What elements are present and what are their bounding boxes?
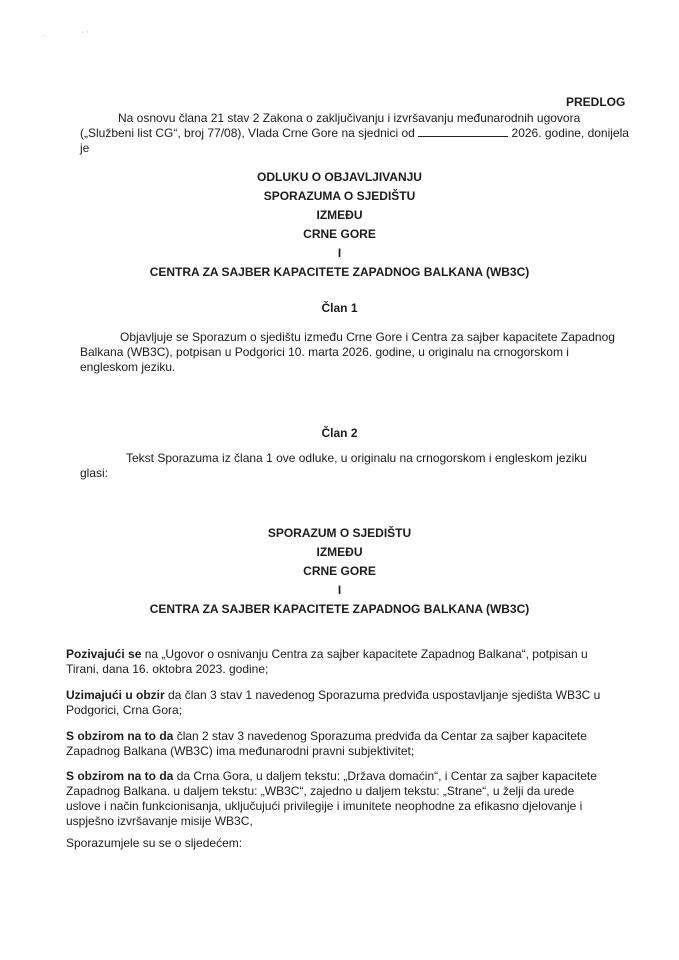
decision-title-line-3: IZMEĐU	[316, 208, 363, 222]
decision-title	[0, 168, 679, 282]
recital-2-text: da član 3 stav 1 navedenog Sporazuma predviđa uspostavljanje sjedišta WB3C u	[168, 688, 601, 702]
recital-2-line-1	[66, 688, 640, 703]
recital-3-text: član 2 stav 3 navedenog Sporazuma predviđa da Centar za sajber kapacitete	[176, 729, 587, 743]
proposal-label: PREDLOG	[566, 95, 626, 109]
recital-4-line-4: uspješno izvršavanje misije WB3C,	[66, 814, 253, 828]
recital-3-line-1	[66, 729, 640, 744]
scan-mark-right: ' ʼ	[82, 30, 89, 40]
preamble-line-2	[80, 126, 640, 141]
recital-4-line-1	[66, 769, 640, 784]
recital-1-text: na „Ugovor o osnivanju Centra za sajber kapacitete Zapadnog Balkana“, potpisan u	[144, 647, 588, 661]
decision-title-line-2: SPORAZUMA O SJEDIŠTU	[263, 189, 416, 203]
recital-4-line-3: uslove i način funkcionisanja, uključujući privilegije i imunitete neophodne za efikasno djelovanje i	[66, 799, 583, 813]
recital-1-line-2: Tirani, dana 16. oktobra 2023. godine;	[66, 662, 269, 676]
agreement-title-line-1: SPORAZUM O SJEDIŠTU	[267, 526, 412, 540]
recital-2-line-2: Podgorici, Crna Gora;	[66, 703, 183, 717]
article-1-line-3: engleskom jeziku.	[80, 360, 176, 374]
recital-2-lead: Uzimajući u obzir	[66, 688, 165, 702]
closing-line: Sporazumjele su se o sljedećem:	[66, 836, 243, 850]
agreement-title	[0, 524, 679, 619]
preamble-line-1: Na osnovu člana 21 stav 2 Zakona o zaključivanju i izvršavanju međunarodnih ugovora	[118, 111, 581, 125]
preamble-line-2-start: („Službeni list CG“, broj 77/08), Vlada Crne Gore na sjednici od	[80, 126, 415, 140]
decision-title-line-4: CRNE GORE	[303, 227, 376, 241]
decision-title-line-1: ODLUKU O OBJAVLJIVANJU	[257, 170, 422, 184]
recital-3-line-2: Zapadnog Balkana (WB3C) ima međunarodni pravni subjektivitet;	[66, 744, 415, 758]
agreement-title-line-5: CENTRA ZA SAJBER KAPACITETE ZAPADNOG BALKANA (WB3C)	[149, 602, 530, 616]
recital-3-lead: S obzirom na to da	[66, 729, 174, 743]
article-1-heading: Član 1	[321, 301, 358, 315]
date-blank-line	[418, 126, 508, 137]
recital-1-line-1	[66, 647, 640, 662]
article-2-line-2: glasi:	[80, 466, 109, 480]
agreement-title-line-3: CRNE GORE	[303, 564, 376, 578]
recital-4-line-2: Zapadnog Balkana. u daljem tekstu: „WB3C“, zajedno u daljem tekstu: „Strane“, u želji da urede	[66, 784, 575, 798]
decision-title-line-6: CENTRA ZA SAJBER KAPACITETE ZAPADNOG BALKANA (WB3C)	[149, 265, 530, 279]
recital-1-lead: Pozivajući se	[66, 647, 142, 661]
agreement-title-line-4: I	[337, 583, 342, 597]
recital-4-text: da Crna Gora, u daljem tekstu: „Država domaćin“, i Centar za sajber kapacitete	[176, 769, 597, 783]
scan-mark-left: ·	[42, 30, 45, 40]
article-1-line-1: Objavljuje se Sporazum o sjedištu između Crne Gore i Centra za sajber kapacitete Zapadnog	[120, 330, 615, 344]
article-2-heading: Član 2	[321, 426, 358, 440]
decision-title-line-5: I	[337, 246, 342, 260]
article-2-line-1: Tekst Sporazuma iz člana 1 ove odluke, u originalu na crnogorskom i engleskom jeziku	[126, 451, 587, 465]
preamble-line-3: je	[80, 141, 90, 155]
preamble-line-2-end: 2026. godine, donijela	[511, 126, 629, 140]
recital-4-lead: S obzirom na to da	[66, 769, 174, 783]
article-1-line-2: Balkana (WB3C), potpisan u Podgorici 10. marta 2026. godine, u originalu na crnogorskom i	[80, 345, 569, 359]
agreement-title-line-2: IZMEĐU	[316, 545, 363, 559]
